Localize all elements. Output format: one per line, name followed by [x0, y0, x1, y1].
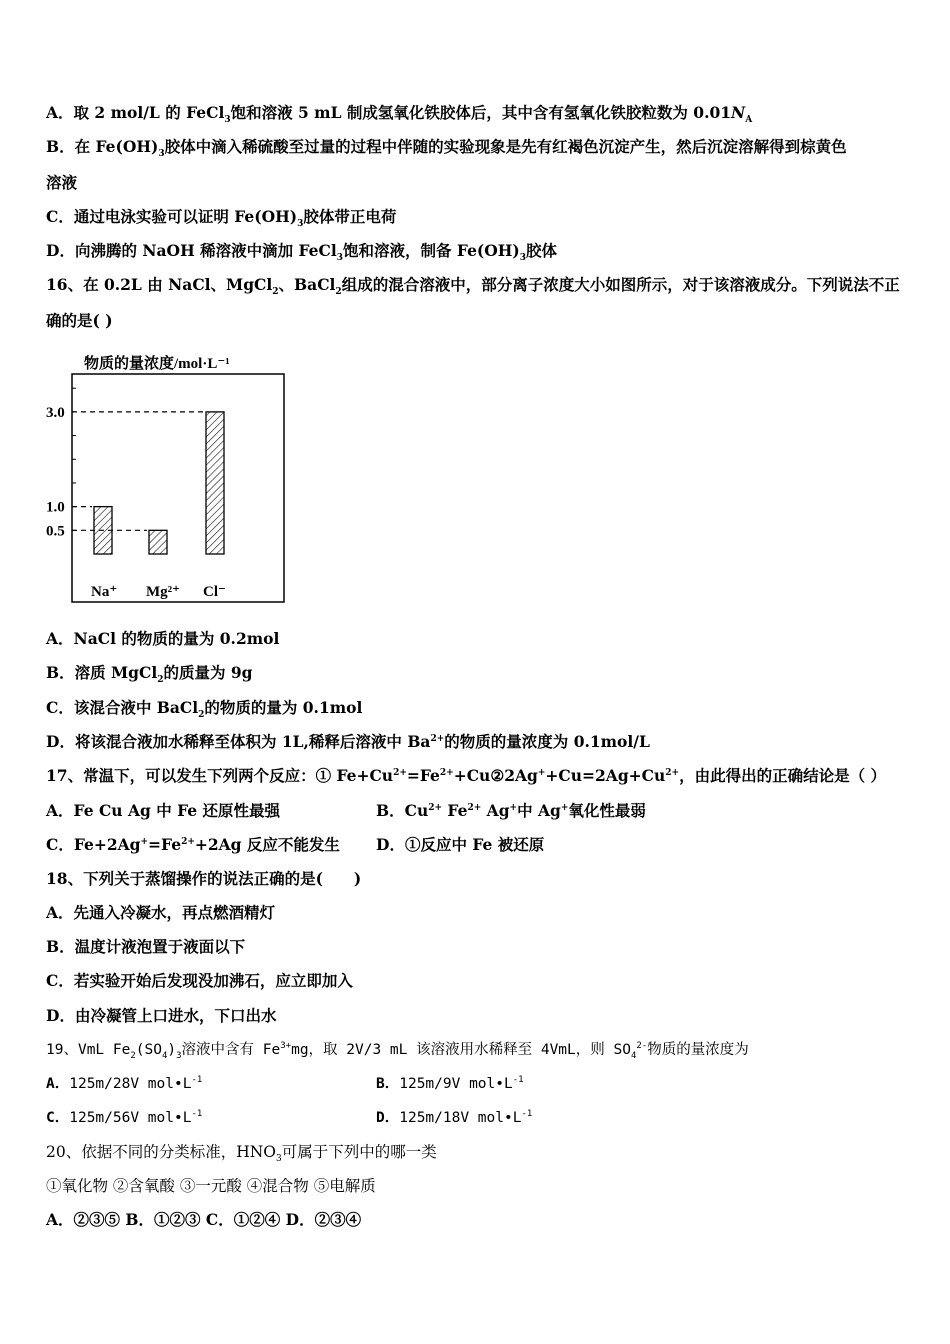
q17-option-b: B．$Cu^{2+}$ $Fe^{2+}$ Ag+中 Ag+氧化性最弱 — [376, 801, 646, 820]
x-tick-label: Na⁺ — [91, 584, 118, 600]
q17-option-a: A．Fe Cu Ag 中 Fe 还原性最强 — [46, 801, 281, 820]
q20-options: A．②③⑤ B．①②③ C．①②④ D．②③④ — [46, 1210, 362, 1229]
q18-option-d: D．由冷凝管上口进水，下口出水 — [46, 1006, 277, 1025]
q19-option-a: A．125m/28V $mol•L^{-1}$ — [46, 1075, 203, 1092]
q18-option-a: A．先通入冷凝水，再点燃酒精灯 — [46, 903, 276, 922]
q18-option-b: B．温度计液泡置于液面以下 — [46, 937, 246, 956]
q18-stem: 18、下列关于蒸馏操作的说法正确的是( ) — [46, 869, 362, 888]
q15-option-c: C．通过电泳实验可以证明 $Fe(OH)_3$胶体带正电荷 — [46, 207, 397, 230]
q16-option-b: B．溶质 MgCl$_2$的质量为 9g — [46, 663, 253, 686]
q19-option-c: C．125m/56V $mol•L^{-1}$ — [46, 1109, 203, 1126]
q15-option-a: A．取 2 mol/L 的 FeCl$_3$饱和溶液 5 mL 制成氢氧化铁胶体后，其中含有氢氧化铁胶粒数为 $0.01N_A$ — [46, 103, 753, 126]
q16-stem: 16、在 0.2L 由 NaCl、MgCl$_2$、BaCl$_2$组成的混合溶液中，部分离子浓度大小如图所示，对于该溶液成分。下列说法不正 — [46, 275, 900, 298]
chart-svg — [44, 344, 294, 606]
q15-option-b: B．在 $Fe(OH)_3$胶体中滴入稀硫酸至过量的过程中伴随的实验现象是先有红褐色沉淀产生，然后沉淀溶解得到棕黄色 — [46, 137, 847, 160]
q19-option-d: D．125m/18V $mol•L^{-1}$ — [376, 1109, 533, 1126]
q17-option-d: D．①反应中 Fe 被还原 — [376, 835, 545, 854]
q15-option-b-cont: 溶液 — [46, 173, 78, 192]
q16-option-c: C．该混合液中 BaCl$_2$的物质的量为 0.1mol — [46, 698, 363, 721]
q15-option-d: D．向沸腾的 NaOH 稀溶液中滴加 FeCl$_3$饱和溶液，制备 $Fe(OH)_3$胶体 — [46, 241, 558, 264]
q16-option-a: A．NaCl 的物质的量为 0.2mol — [46, 629, 280, 648]
q20-items: ①氧化物 ②含氧酸 ③一元酸 ④混合物 ⑤电解质 — [46, 1177, 376, 1195]
q19-stem: 19、VmL $Fe_2(SO_4)_3$溶液中含有 $Fe^{3+}mg$，取 2V/3 mL 该溶液用水稀释至 4VmL，则 $SO_4^{2-}$物质的量浓度为 — [46, 1041, 749, 1061]
bar — [206, 412, 224, 554]
x-tick-label: Mg²⁺ — [146, 584, 181, 600]
chart-title: 物质的量浓度/mol·L⁻¹ — [84, 356, 230, 372]
chart-frame — [72, 374, 284, 602]
bar — [149, 530, 167, 554]
q16-option-d: D．将该混合液加水稀释至体积为 1L,稀释后溶液中 $Ba^{2+}$的物质的量浓度为 0.1mol/L — [46, 732, 650, 751]
y-tick-label: 3.0 — [46, 404, 65, 421]
q19-option-b: B．125m/9V $mol•L^{-1}$ — [376, 1075, 524, 1092]
q16-stem-cont: 确的是( ) — [46, 311, 113, 330]
q17-stem: 17、常温下，可以发生下列两个反应：① $Fe+Cu^{2+}=Fe^{2+}+Cu②2Ag^++Cu=2Ag+Cu^{2+}$，由此得出的正确结论是（ ） — [46, 766, 886, 785]
concentration-chart — [44, 344, 294, 606]
x-tick-label: Cl⁻ — [203, 584, 226, 600]
y-tick-label: 1.0 — [46, 499, 65, 516]
q20-stem: 20、依据不同的分类标准，$HNO_3$可属于下列中的哪一类 — [46, 1143, 437, 1165]
q18-option-c: C．若实验开始后发现没加沸石，应立即加入 — [46, 971, 353, 990]
y-tick-label: 0.5 — [46, 523, 65, 540]
q17-option-c: C．$Fe+2Ag^+=Fe^{2+}+2Ag$ 反应不能发生 — [46, 835, 340, 854]
